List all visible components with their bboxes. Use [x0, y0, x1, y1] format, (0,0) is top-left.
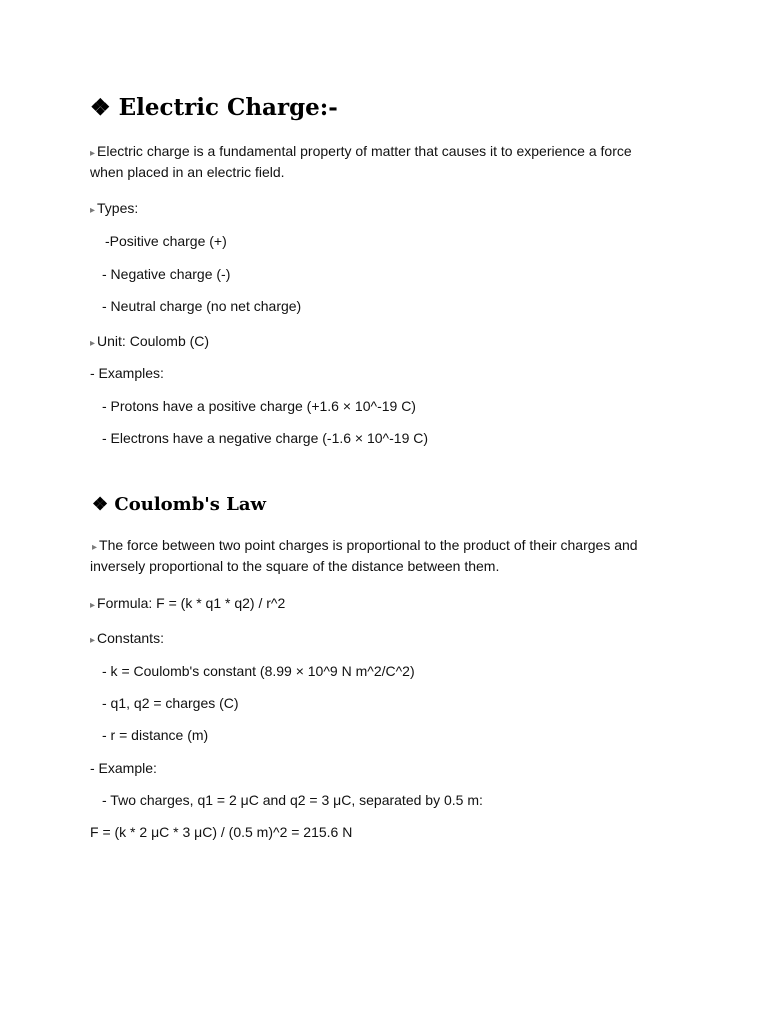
- examples-label: - Examples:: [90, 365, 164, 381]
- unit-text: Unit: Coulomb (C): [97, 333, 210, 349]
- constant-item: - r = distance (m): [102, 727, 209, 743]
- example-result: F = (k * 2 μC * 3 μC) / (0.5 m)^2 = 215.6 N: [90, 824, 353, 840]
- triangle-right-icon: ▸: [90, 338, 96, 349]
- section-heading-coulombs-law: ❖ Coulomb's Law: [92, 494, 267, 515]
- triangle-right-icon: ▸: [90, 600, 96, 611]
- types-label-text: Types:: [97, 200, 139, 216]
- unit-line: [90, 331, 209, 354]
- example-description: - Two charges, q1 = 2 μC and q2 = 3 μC, separated by 0.5 m:: [102, 792, 483, 808]
- formula-line: [90, 593, 285, 616]
- constants-label-text: Constants:: [97, 630, 164, 646]
- intro-paragraph-cont: when placed in an electric field.: [90, 164, 285, 180]
- example-item: - Electrons have a negative charge (-1.6 × 10^-19 C): [102, 430, 429, 446]
- types-label: [90, 198, 138, 221]
- triangle-right-icon: ▸: [90, 148, 96, 159]
- law-paragraph: [92, 535, 638, 558]
- intro-paragraph: [90, 141, 632, 164]
- law-text: The force between two point charges is proportional to the product of their charges and: [99, 537, 638, 553]
- triangle-right-icon: ▸: [92, 542, 98, 553]
- example-label: - Example:: [90, 760, 157, 776]
- law-paragraph-cont: inversely proportional to the square of the distance between them.: [90, 558, 500, 574]
- constants-label: [90, 628, 164, 651]
- triangle-right-icon: ▸: [90, 635, 96, 646]
- formula-text: Formula: F = (k * q1 * q2) / r^2: [97, 595, 286, 611]
- type-item: -Positive charge (+): [105, 233, 227, 249]
- type-item: - Neutral charge (no net charge): [102, 298, 302, 314]
- type-item: - Negative charge (-): [102, 266, 231, 282]
- constant-item: - q1, q2 = charges (C): [102, 695, 239, 711]
- intro-text: Electric charge is a fundamental property of matter that causes it to experience a force: [97, 143, 632, 159]
- section-heading-electric-charge: ❖ Electric Charge:-: [90, 94, 338, 121]
- triangle-right-icon: ▸: [90, 205, 96, 216]
- constant-item: - k = Coulomb's constant (8.99 × 10^9 N m^2/C^2): [102, 663, 415, 679]
- example-item: - Protons have a positive charge (+1.6 × 10^-19 C): [102, 398, 416, 414]
